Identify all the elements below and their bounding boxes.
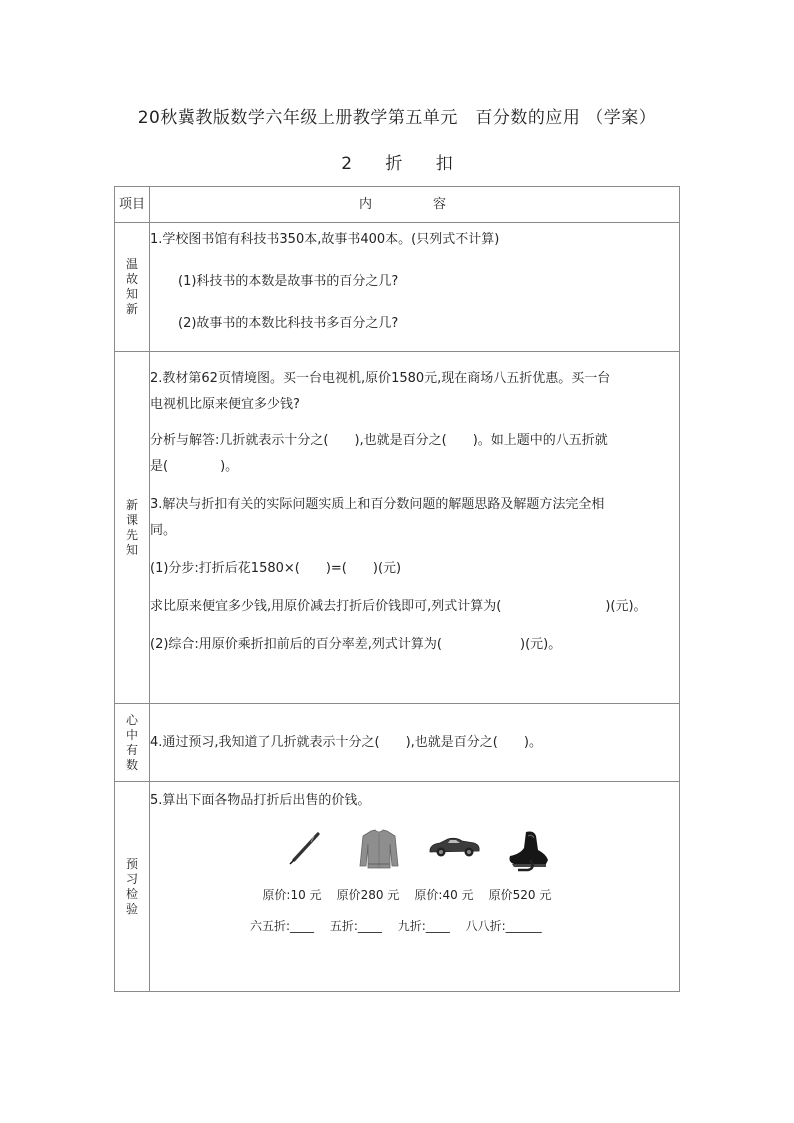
question-3-line1: 3.解决与折扣有关的实际问题实质上和百分数问题的解题思路及解题方法完全相 [150,497,605,512]
question-3-line2: 同。 [150,523,177,538]
step-1: (1)分步:打折后花1580×( )=( )(元) [150,561,402,576]
discount-65[interactable]: 六五折:____ [250,919,315,933]
price-row [150,886,679,903]
document-title: 20秋冀教版数学六年级上册教学第五单元 百分数的应用 （学案） [137,108,657,128]
check-label: 预习检验 [125,856,138,916]
header-row [115,187,680,223]
sweater-icon [341,828,416,872]
sweater-price: 原价280 元 [336,888,400,902]
shoe-icon [491,828,566,872]
analysis-line1: 分析与解答:几折就表示十分之( ),也就是百分之( )。如上题中的八五折就 [150,433,608,448]
analysis-line2: 是( )。 [150,459,239,474]
mind-row [115,704,680,782]
pen-icon [266,828,341,872]
header-content: 内 容 [150,187,680,223]
header-item: 项目 [115,187,150,223]
discount-88[interactable]: 八八折:______ [465,919,542,933]
discount-row [150,917,679,934]
discount-50[interactable]: 五折:____ [329,919,382,933]
question-2-line1: 2.教材第62页情境图。买一台电视机,原价1580元,现在商场八五折优惠。买一台 [150,371,611,386]
mind-label: 心中有数 [125,712,138,772]
step-2: (2)综合:用原价乘折扣前后的百分率差,列式计算为( )(元)。 [150,637,562,652]
shoe-price: 原价520 元 [488,888,552,902]
worksheet-table [114,186,680,992]
review-label: 温故知新 [125,257,138,316]
step-1b: 求比原来便宜多少钱,用原价减去打折后价钱即可,列式计算为( )(元)。 [150,599,647,614]
lesson-subtitle: 2 折 扣 [341,154,467,174]
question-4: 4.通过预习,我知道了几折就表示十分之( ),也就是百分之( )。 [150,734,542,750]
question-1: 1.学校图书馆有科技书350本,故事书400本。(只列式不计算) [150,232,500,247]
product-images [150,828,679,872]
car-icon [416,828,491,872]
question-1b: (2)故事书的本数比科技书多百分之几? [178,316,399,331]
question-2-line2: 电视机比原来便宜多少钱? [150,397,300,412]
new-row [115,352,680,704]
question-1a: (1)科技书的本数是故事书的百分之几? [178,274,399,289]
discount-90[interactable]: 九折:____ [397,919,450,933]
review-row [115,223,680,352]
check-row [115,782,680,992]
question-5: 5.算出下面各物品打折后出售的价钱。 [150,793,371,808]
car-price: 原价:40 元 [414,888,474,902]
new-label: 新课先知 [125,497,138,557]
pen-price: 原价:10 元 [262,888,322,902]
